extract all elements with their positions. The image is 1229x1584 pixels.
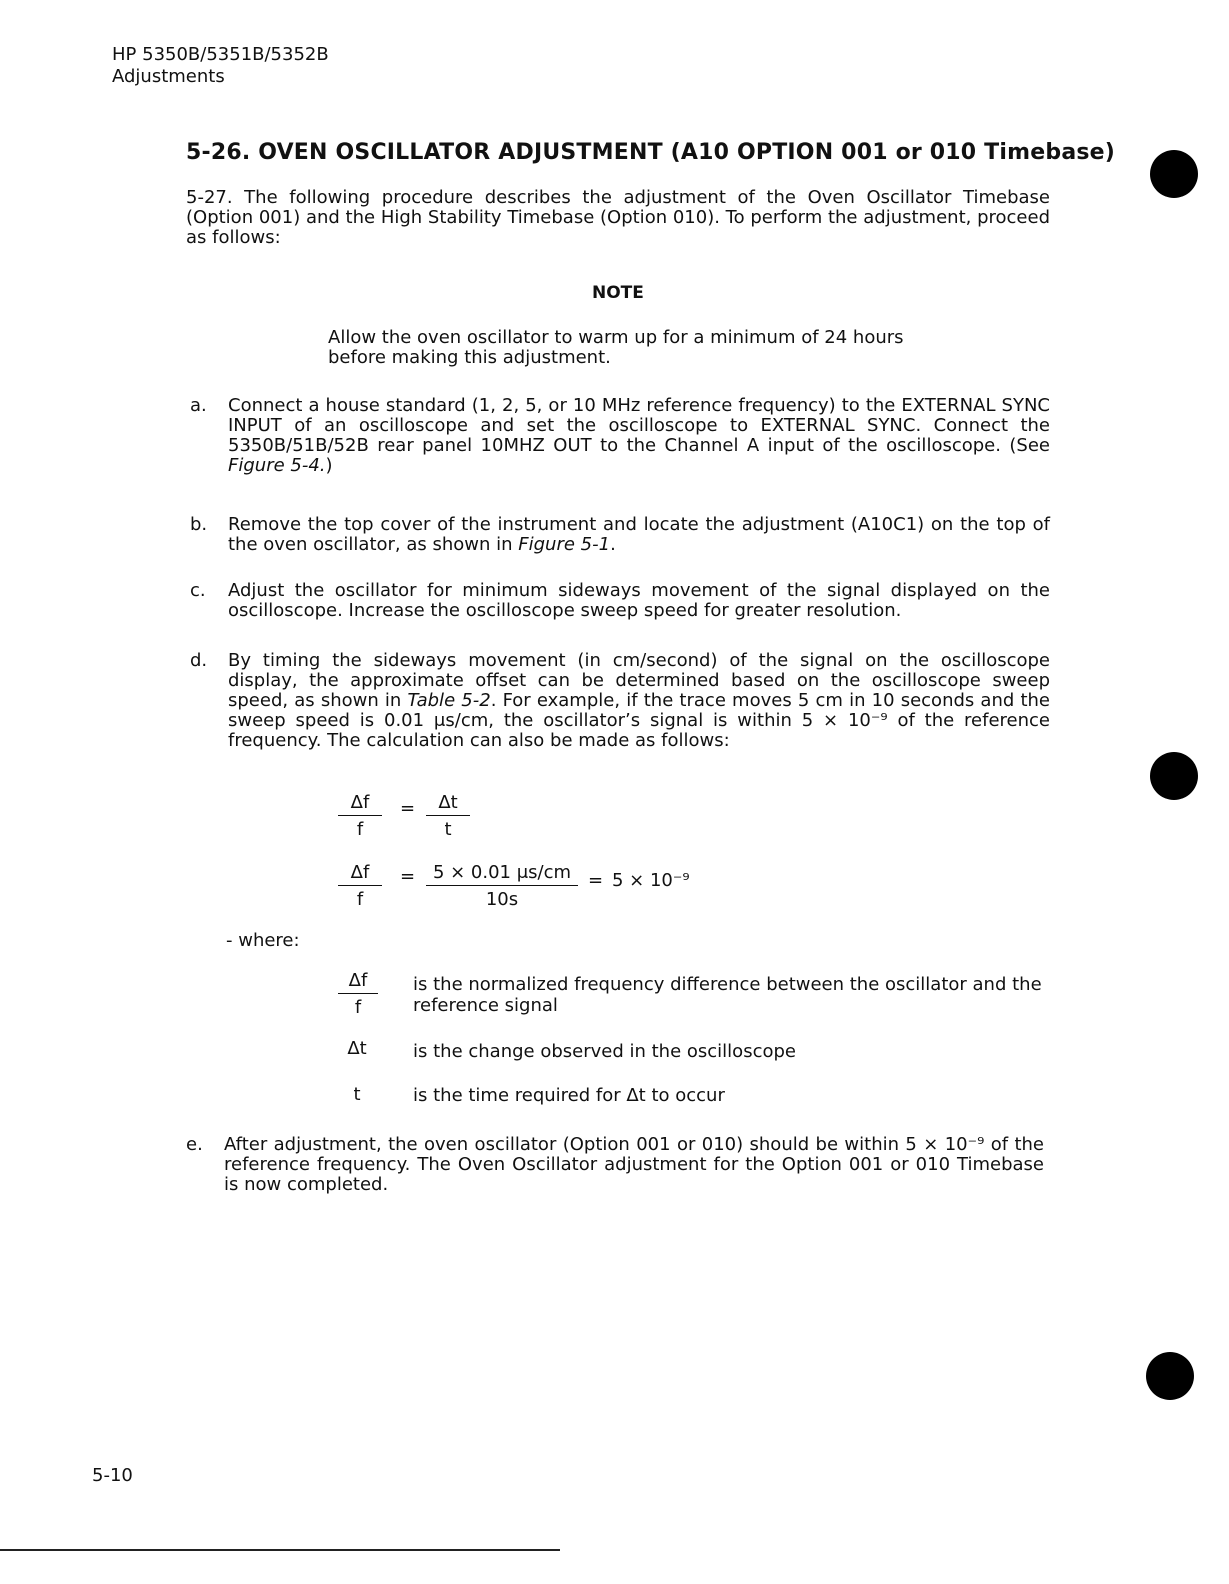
eq1-lhs-numerator: Δf	[338, 792, 382, 816]
note-heading: NOTE	[592, 283, 644, 303]
punch-hole-top	[1150, 150, 1198, 198]
def-2-text: is the change observed in the oscilloscope	[413, 1041, 796, 1062]
def-1-fraction	[338, 970, 378, 1018]
eq2-result: 5 × 10⁻⁹	[612, 870, 690, 891]
def-3-text: is the time required for Δt to occur	[413, 1085, 725, 1106]
eq1-rhs-denominator: t	[444, 819, 452, 840]
step-d-body: By timing the sideways movement (in cm/second) of the signal on the oscilloscope display, the approximate offset can be determined based on the oscilloscope sweep speed, as shown in	[228, 650, 1050, 711]
eq1-lhs-fraction	[338, 792, 382, 840]
step-e-letter: e.	[186, 1134, 203, 1155]
def-1-denominator: f	[354, 997, 362, 1018]
punch-hole-middle	[1150, 752, 1198, 800]
running-header	[112, 44, 329, 88]
eq1-rhs-numerator: Δt	[426, 792, 470, 816]
eq1-rhs-fraction	[426, 792, 470, 840]
eq2-rhs-denominator: 10s	[485, 889, 519, 910]
eq1-equals: =	[400, 798, 416, 819]
step-b-tail: .	[610, 534, 616, 555]
def-2-symbol: Δt	[347, 1038, 367, 1059]
def-3-symbol: t	[353, 1084, 361, 1105]
intro-paragraph: 5-27. The following procedure describes the adjustment of the Oven Oscillator Timebase (Option 001) and the High Stability Timebase (Option 010). To perform the adjustment, proceed as follows:	[186, 187, 1050, 248]
def-1-text: is the normalized frequency difference between the oscillator and the reference signal	[413, 974, 1042, 1016]
step-a-figure-ref: Figure 5-4.	[228, 455, 326, 476]
section-title: 5-26. OVEN OSCILLATOR ADJUSTMENT (A10 OPTION 001 or 010 Timebase)	[186, 140, 1116, 165]
eq2-lhs-numerator: Δf	[338, 862, 382, 886]
punch-hole-bottom	[1146, 1352, 1194, 1400]
step-c-letter: c.	[190, 580, 206, 601]
step-a-text	[228, 396, 1050, 476]
eq2-lhs-denominator: f	[356, 889, 364, 910]
bottom-rule	[0, 1549, 560, 1551]
step-b-text	[228, 515, 1050, 555]
step-e-text: After adjustment, the oven oscillator (Option 001 or 010) should be within 5 × 10⁻⁹ of the reference frequency. The Oven Oscillator adjustment for the Option 001 or 010 Timebase is now completed.	[224, 1134, 1044, 1195]
eq2-equals-result: =	[588, 870, 604, 891]
eq2-rhs-numerator: 5 × 0.01 μs/cm	[426, 862, 578, 886]
step-a-tail: )	[325, 455, 333, 476]
note-body: Allow the oven oscillator to warm up for a minimum of 24 hours before making this adjustment.	[328, 327, 904, 368]
step-b-body: Remove the top cover of the instrument and locate the adjustment (A10C1) on the top of the oven oscillator, as shown in	[228, 514, 1050, 555]
page-number: 5-10	[92, 1465, 133, 1486]
where-label: - where:	[226, 930, 300, 951]
eq2-lhs-fraction	[338, 862, 382, 910]
step-a-body: Connect a house standard (1, 2, 5, or 10 MHz reference frequency) to the EXTERNAL SYNC INPUT of an oscilloscope and set the oscilloscope to EXTERNAL SYNC. Connect the 5350B/51B/52B rear panel 10MHZ OUT to the Channel A input of the oscilloscope. (See	[228, 395, 1050, 456]
step-d-letter: d.	[190, 650, 208, 671]
step-a-letter: a.	[190, 395, 207, 416]
step-d-text	[228, 651, 1050, 751]
header-section: Adjustments	[112, 66, 225, 87]
step-d-table-ref: Table 5-2	[407, 690, 491, 711]
def-1-numerator: Δf	[338, 970, 378, 994]
eq1-lhs-denominator: f	[356, 819, 364, 840]
step-b-letter: b.	[190, 514, 208, 535]
header-model: HP 5350B/5351B/5352B	[112, 44, 329, 65]
step-b-figure-ref: Figure 5-1	[518, 534, 611, 555]
eq2-rhs-fraction	[426, 862, 578, 910]
step-d-tail: . For example, if the trace moves 5 cm in 10 seconds and the sweep speed is 0.01 μs/cm, the oscillator’s signal is within 5 × 10⁻⁹ of the reference frequency. The calculation can also be made as follows:	[228, 690, 1051, 751]
step-c-text: Adjust the oscillator for minimum sideways movement of the signal displayed on the oscilloscope. Increase the oscilloscope sweep speed for greater resolution.	[228, 580, 1050, 621]
eq2-equals: =	[400, 866, 416, 887]
